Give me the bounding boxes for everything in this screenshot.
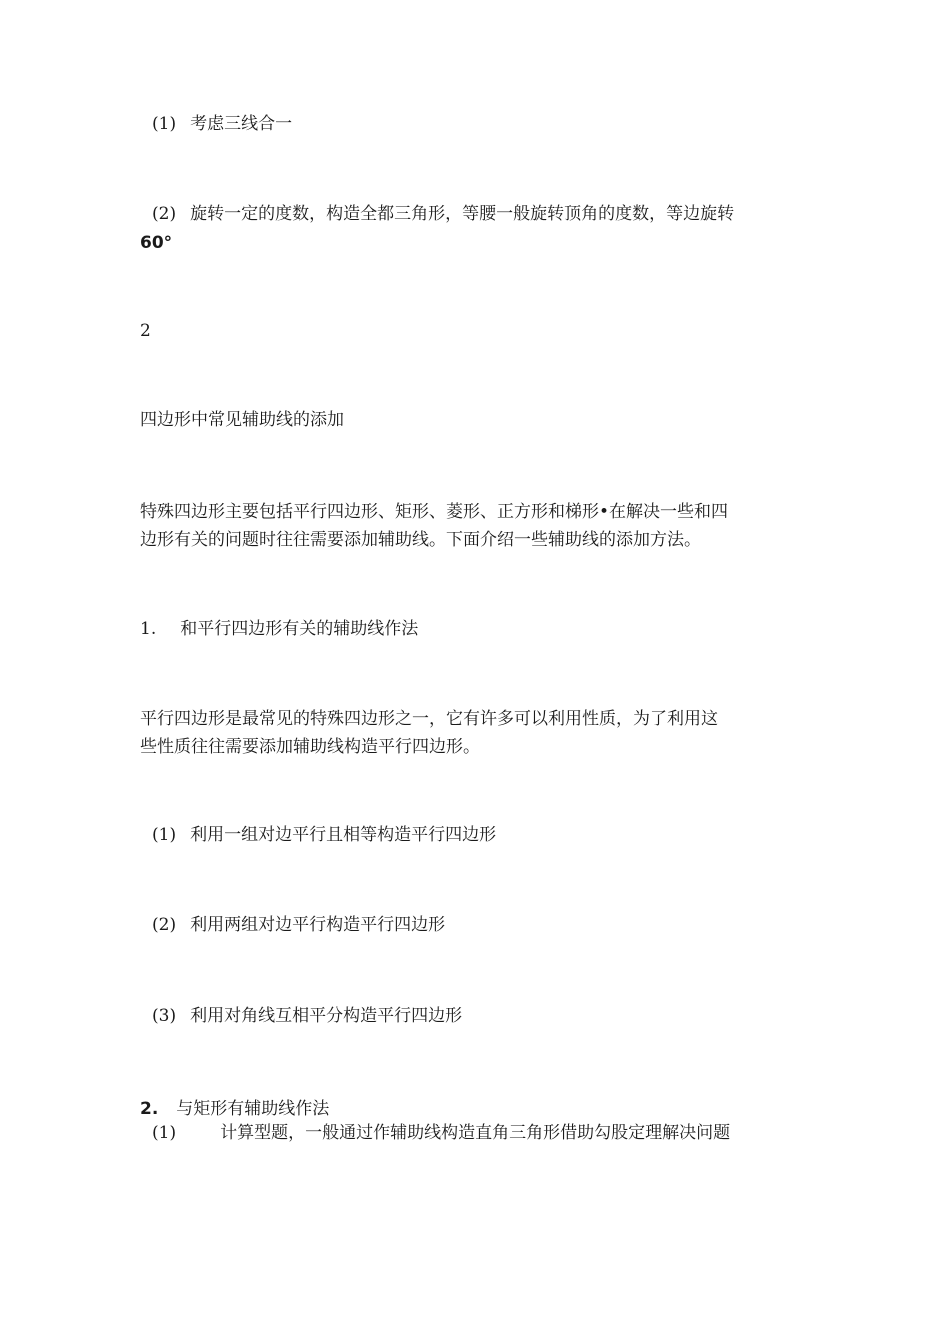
list-marker: (3) [152,1006,177,1026]
paragraph-parallelogram-line-2: 些性质往往需要添加辅助线构造平行四边形。 [140,737,480,757]
list-marker: (1) [152,1123,177,1143]
list-item-method-3 [152,1001,832,1031]
subsection-text: 和平行四边形有关的辅助线作法 [180,619,419,639]
subsection-marker: 2. [140,1099,159,1119]
list-item-calculation [152,1118,832,1148]
subsection-parallelogram [140,614,820,644]
list-text: 利用两组对边平行构造平行四边形 [190,915,446,935]
paragraph-intro-line-2: 边形有关的问题时往往需要添加辅助线。下面介绍一些辅助线的添加方法。 [140,530,701,550]
subsection-marker: 1. [140,619,157,639]
list-marker: (2) [152,204,177,224]
list-text: 利用对角线互相平分构造平行四边形 [190,1006,463,1026]
list-item-method-2 [152,910,832,940]
section-title: 四边形中常见辅助线的添加 [140,410,344,430]
subsection-text: 与矩形有辅助线作法 [176,1099,330,1119]
list-item-method-1 [152,820,832,850]
paragraph-intro-line-1: 特殊四边形主要包括平行四边形、矩形、菱形、正方形和梯形•在解决一些和四 [140,502,729,522]
rotation-degree: 60° [140,233,173,253]
list-item-three-lines [152,109,832,139]
list-marker: (1) [152,825,177,845]
list-marker: (1) [152,114,177,134]
section-number: 2 [140,321,151,341]
list-item-rotation [152,199,832,229]
list-marker: (2) [152,915,177,935]
list-text: 考虑三线合一 [190,114,293,134]
list-text: 旋转一定的度数，构造全都三角形，等腰一般旋转顶角的度数，等边旋转 [190,204,735,224]
list-text: 利用一组对边平行且相等构造平行四边形 [190,825,497,845]
list-text: 计算型题，一般通过作辅助线构造直角三角形借助勾股定理解决问题 [220,1123,731,1143]
paragraph-parallelogram-line-1: 平行四边形是最常见的特殊四边形之一，它有许多可以利用性质，为了利用这 [140,709,718,729]
